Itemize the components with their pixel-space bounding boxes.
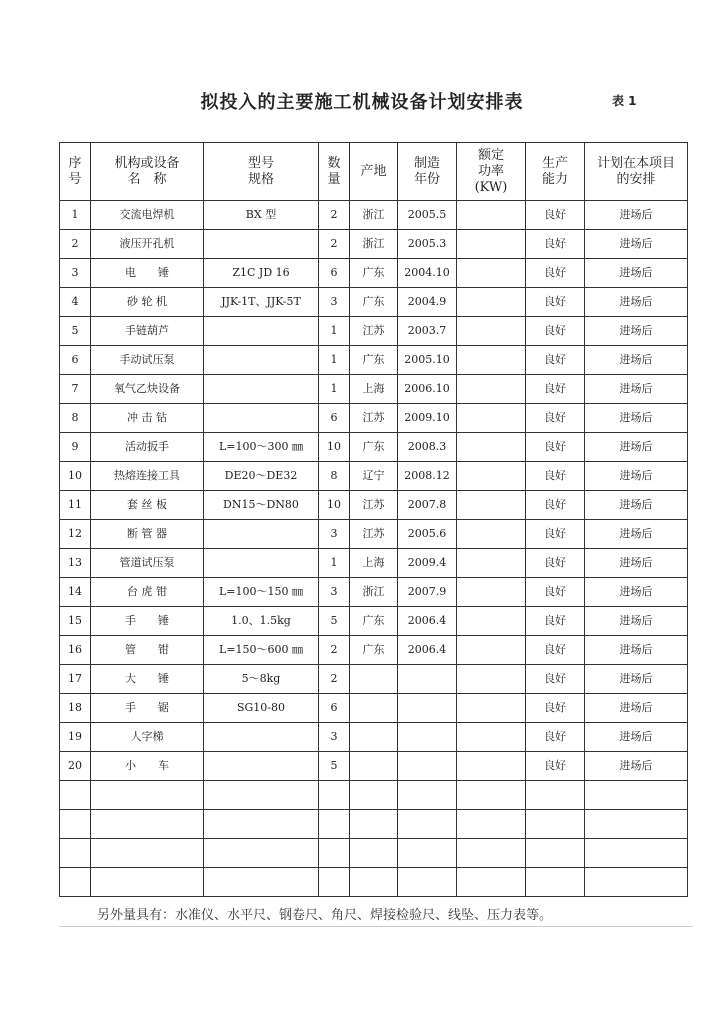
cell-model bbox=[204, 810, 319, 839]
table-row bbox=[60, 375, 688, 404]
cell-qty: 5 bbox=[319, 752, 350, 781]
cell-power bbox=[457, 201, 526, 230]
cell-year bbox=[398, 810, 457, 839]
cell-year: 2004.10 bbox=[398, 259, 457, 288]
cell-year: 2006.10 bbox=[398, 375, 457, 404]
cell-qty: 3 bbox=[319, 520, 350, 549]
cell-qty: 5 bbox=[319, 607, 350, 636]
table-row bbox=[60, 607, 688, 636]
cell-model: 1.0、1.5kg bbox=[204, 607, 319, 636]
cell-origin bbox=[350, 868, 398, 897]
cell-origin bbox=[350, 723, 398, 752]
cell-power bbox=[457, 433, 526, 462]
cell-capacity: 良好 bbox=[526, 462, 585, 491]
cell-origin: 上海 bbox=[350, 375, 398, 404]
table-row bbox=[60, 491, 688, 520]
cell-capacity: 良好 bbox=[526, 346, 585, 375]
cell-no: 19 bbox=[60, 723, 91, 752]
cell-no: 17 bbox=[60, 665, 91, 694]
cell-plan: 进场后 bbox=[585, 317, 688, 346]
cell-qty: 8 bbox=[319, 462, 350, 491]
table-row bbox=[60, 723, 688, 752]
cell-origin: 浙江 bbox=[350, 230, 398, 259]
cell-qty bbox=[319, 839, 350, 868]
cell-plan bbox=[585, 839, 688, 868]
cell-model bbox=[204, 868, 319, 897]
header-qty: 数 量 bbox=[319, 143, 350, 201]
cell-name: 断 管 器 bbox=[91, 520, 204, 549]
cell-name: 手 锯 bbox=[91, 694, 204, 723]
cell-year: 2008.3 bbox=[398, 433, 457, 462]
cell-year: 2005.10 bbox=[398, 346, 457, 375]
cell-no: 1 bbox=[60, 201, 91, 230]
cell-model: L=100～300 ㎜ bbox=[204, 433, 319, 462]
cell-power bbox=[457, 607, 526, 636]
header-plan: 计划在本项目 的安排 bbox=[585, 143, 688, 201]
cell-year: 2007.9 bbox=[398, 578, 457, 607]
header-name: 机构或设备 名 称 bbox=[91, 143, 204, 201]
footer-note: 另外量具有：水准仪、水平尺、钢卷尺、角尺、焊接检验尺、线坠、压力表等。 bbox=[97, 908, 553, 923]
cell-no: 18 bbox=[60, 694, 91, 723]
table-row bbox=[60, 404, 688, 433]
cell-name: 手链葫芦 bbox=[91, 317, 204, 346]
cell-plan: 进场后 bbox=[585, 549, 688, 578]
cell-power bbox=[457, 752, 526, 781]
cell-power bbox=[457, 375, 526, 404]
cell-name: 手动试压泵 bbox=[91, 346, 204, 375]
cell-capacity: 良好 bbox=[526, 520, 585, 549]
cell-year bbox=[398, 694, 457, 723]
cell-name: 活动扳手 bbox=[91, 433, 204, 462]
header-model: 型号 规格 bbox=[204, 143, 319, 201]
cell-qty: 6 bbox=[319, 259, 350, 288]
cell-no bbox=[60, 868, 91, 897]
cell-plan: 进场后 bbox=[585, 694, 688, 723]
cell-power bbox=[457, 462, 526, 491]
cell-name: 交流电焊机 bbox=[91, 201, 204, 230]
cell-no: 11 bbox=[60, 491, 91, 520]
cell-origin: 广东 bbox=[350, 288, 398, 317]
cell-year: 2006.4 bbox=[398, 636, 457, 665]
cell-capacity: 良好 bbox=[526, 578, 585, 607]
cell-year: 2007.8 bbox=[398, 491, 457, 520]
cell-year bbox=[398, 665, 457, 694]
cell-qty: 6 bbox=[319, 694, 350, 723]
cell-origin: 江苏 bbox=[350, 317, 398, 346]
cell-origin bbox=[350, 752, 398, 781]
cell-model: L=100～150 ㎜ bbox=[204, 578, 319, 607]
cell-qty bbox=[319, 868, 350, 897]
cell-capacity bbox=[526, 839, 585, 868]
table-row bbox=[60, 520, 688, 549]
cell-no: 13 bbox=[60, 549, 91, 578]
table-row bbox=[60, 462, 688, 491]
cell-plan: 进场后 bbox=[585, 636, 688, 665]
cell-power bbox=[457, 868, 526, 897]
cell-plan: 进场后 bbox=[585, 433, 688, 462]
cell-capacity: 良好 bbox=[526, 636, 585, 665]
cell-no: 4 bbox=[60, 288, 91, 317]
cell-qty: 10 bbox=[319, 491, 350, 520]
cell-model bbox=[204, 520, 319, 549]
cell-plan: 进场后 bbox=[585, 607, 688, 636]
cell-qty: 3 bbox=[319, 578, 350, 607]
cell-origin: 广东 bbox=[350, 259, 398, 288]
cell-capacity bbox=[526, 781, 585, 810]
page-title: 拟投入的主要施工机械设备计划安排表 bbox=[200, 92, 524, 113]
cell-model bbox=[204, 781, 319, 810]
header-power: 额定 功率 (KW) bbox=[457, 143, 526, 201]
cell-no: 5 bbox=[60, 317, 91, 346]
cell-capacity: 良好 bbox=[526, 230, 585, 259]
cell-year bbox=[398, 781, 457, 810]
cell-capacity: 良好 bbox=[526, 317, 585, 346]
cell-power bbox=[457, 723, 526, 752]
cell-model: JJK-1T、JJK-5T bbox=[204, 288, 319, 317]
cell-power bbox=[457, 578, 526, 607]
table-row bbox=[60, 868, 688, 897]
cell-model bbox=[204, 839, 319, 868]
cell-no: 10 bbox=[60, 462, 91, 491]
cell-capacity: 良好 bbox=[526, 694, 585, 723]
table-row bbox=[60, 346, 688, 375]
cell-qty: 1 bbox=[319, 317, 350, 346]
cell-origin bbox=[350, 665, 398, 694]
cell-year bbox=[398, 752, 457, 781]
cell-year: 2005.3 bbox=[398, 230, 457, 259]
table-row bbox=[60, 230, 688, 259]
table-row bbox=[60, 288, 688, 317]
cell-model: DN15～DN80 bbox=[204, 491, 319, 520]
cell-name: 电 锤 bbox=[91, 259, 204, 288]
cell-power bbox=[457, 549, 526, 578]
cell-plan: 进场后 bbox=[585, 346, 688, 375]
cell-power bbox=[457, 346, 526, 375]
cell-plan: 进场后 bbox=[585, 491, 688, 520]
table-row bbox=[60, 810, 688, 839]
cell-name: 手 锤 bbox=[91, 607, 204, 636]
cell-capacity: 良好 bbox=[526, 433, 585, 462]
cell-name bbox=[91, 810, 204, 839]
cell-name bbox=[91, 839, 204, 868]
table-row bbox=[60, 549, 688, 578]
cell-capacity: 良好 bbox=[526, 288, 585, 317]
cell-power bbox=[457, 781, 526, 810]
cell-origin bbox=[350, 839, 398, 868]
table-row bbox=[60, 665, 688, 694]
cell-model bbox=[204, 317, 319, 346]
cell-origin: 辽宁 bbox=[350, 462, 398, 491]
cell-name: 人字梯 bbox=[91, 723, 204, 752]
cell-origin: 江苏 bbox=[350, 404, 398, 433]
cell-model: BX 型 bbox=[204, 201, 319, 230]
cell-plan: 进场后 bbox=[585, 201, 688, 230]
cell-plan: 进场后 bbox=[585, 462, 688, 491]
cell-capacity: 良好 bbox=[526, 723, 585, 752]
cell-capacity bbox=[526, 868, 585, 897]
cell-year: 2009.4 bbox=[398, 549, 457, 578]
cell-power bbox=[457, 491, 526, 520]
cell-plan bbox=[585, 868, 688, 897]
cell-plan: 进场后 bbox=[585, 723, 688, 752]
cell-year bbox=[398, 868, 457, 897]
cell-power bbox=[457, 259, 526, 288]
cell-qty: 1 bbox=[319, 549, 350, 578]
cell-plan: 进场后 bbox=[585, 375, 688, 404]
cell-year: 2003.7 bbox=[398, 317, 457, 346]
cell-name bbox=[91, 781, 204, 810]
cell-name: 套 丝 板 bbox=[91, 491, 204, 520]
cell-capacity: 良好 bbox=[526, 201, 585, 230]
cell-capacity: 良好 bbox=[526, 259, 585, 288]
cell-capacity: 良好 bbox=[526, 375, 585, 404]
cell-capacity: 良好 bbox=[526, 404, 585, 433]
cell-model bbox=[204, 549, 319, 578]
cell-origin: 江苏 bbox=[350, 520, 398, 549]
header-capacity: 生产 能力 bbox=[526, 143, 585, 201]
table-row bbox=[60, 636, 688, 665]
cell-model: SG10-80 bbox=[204, 694, 319, 723]
cell-name: 热熔连接工具 bbox=[91, 462, 204, 491]
cell-origin bbox=[350, 694, 398, 723]
cell-qty: 1 bbox=[319, 346, 350, 375]
cell-qty: 3 bbox=[319, 723, 350, 752]
cell-capacity: 良好 bbox=[526, 549, 585, 578]
cell-origin bbox=[350, 781, 398, 810]
cell-model bbox=[204, 404, 319, 433]
cell-origin: 浙江 bbox=[350, 578, 398, 607]
cell-power bbox=[457, 839, 526, 868]
cell-qty: 2 bbox=[319, 636, 350, 665]
table-row bbox=[60, 317, 688, 346]
divider bbox=[59, 926, 693, 927]
cell-plan: 进场后 bbox=[585, 230, 688, 259]
cell-power bbox=[457, 636, 526, 665]
cell-no: 7 bbox=[60, 375, 91, 404]
cell-year: 2009.10 bbox=[398, 404, 457, 433]
cell-capacity: 良好 bbox=[526, 665, 585, 694]
cell-capacity bbox=[526, 810, 585, 839]
cell-model bbox=[204, 230, 319, 259]
cell-power bbox=[457, 520, 526, 549]
cell-year bbox=[398, 723, 457, 752]
cell-origin: 广东 bbox=[350, 433, 398, 462]
cell-model: Z1C JD 16 bbox=[204, 259, 319, 288]
cell-origin: 广东 bbox=[350, 636, 398, 665]
cell-year: 2004.9 bbox=[398, 288, 457, 317]
equipment-table bbox=[59, 142, 688, 897]
cell-name: 台 虎 钳 bbox=[91, 578, 204, 607]
cell-model bbox=[204, 375, 319, 404]
table-row bbox=[60, 839, 688, 868]
cell-power bbox=[457, 665, 526, 694]
cell-power bbox=[457, 404, 526, 433]
cell-qty: 2 bbox=[319, 230, 350, 259]
cell-model bbox=[204, 346, 319, 375]
cell-no bbox=[60, 839, 91, 868]
cell-name: 大 锤 bbox=[91, 665, 204, 694]
cell-no: 14 bbox=[60, 578, 91, 607]
cell-power bbox=[457, 230, 526, 259]
table-row bbox=[60, 578, 688, 607]
table-row bbox=[60, 781, 688, 810]
cell-qty bbox=[319, 810, 350, 839]
cell-plan bbox=[585, 781, 688, 810]
cell-model: 5～8kg bbox=[204, 665, 319, 694]
cell-year bbox=[398, 839, 457, 868]
cell-origin: 广东 bbox=[350, 346, 398, 375]
cell-year: 2005.6 bbox=[398, 520, 457, 549]
cell-model: DE20～DE32 bbox=[204, 462, 319, 491]
cell-qty: 2 bbox=[319, 201, 350, 230]
header-no: 序 号 bbox=[60, 143, 91, 201]
cell-capacity: 良好 bbox=[526, 607, 585, 636]
cell-no: 12 bbox=[60, 520, 91, 549]
cell-qty: 3 bbox=[319, 288, 350, 317]
header-year: 制造 年份 bbox=[398, 143, 457, 201]
cell-plan: 进场后 bbox=[585, 665, 688, 694]
table-row bbox=[60, 752, 688, 781]
cell-model: L=150～600 ㎜ bbox=[204, 636, 319, 665]
cell-qty: 6 bbox=[319, 404, 350, 433]
cell-year: 2008.12 bbox=[398, 462, 457, 491]
table-row bbox=[60, 259, 688, 288]
cell-power bbox=[457, 288, 526, 317]
cell-no: 15 bbox=[60, 607, 91, 636]
cell-no: 16 bbox=[60, 636, 91, 665]
cell-qty: 2 bbox=[319, 665, 350, 694]
table-row bbox=[60, 694, 688, 723]
cell-plan: 进场后 bbox=[585, 752, 688, 781]
cell-plan: 进场后 bbox=[585, 520, 688, 549]
cell-name: 砂 轮 机 bbox=[91, 288, 204, 317]
cell-no: 20 bbox=[60, 752, 91, 781]
cell-no: 9 bbox=[60, 433, 91, 462]
cell-qty: 10 bbox=[319, 433, 350, 462]
cell-power bbox=[457, 810, 526, 839]
cell-origin: 江苏 bbox=[350, 491, 398, 520]
cell-name bbox=[91, 868, 204, 897]
cell-origin: 广东 bbox=[350, 607, 398, 636]
cell-plan: 进场后 bbox=[585, 259, 688, 288]
cell-no: 2 bbox=[60, 230, 91, 259]
cell-name: 管 钳 bbox=[91, 636, 204, 665]
cell-name: 小 车 bbox=[91, 752, 204, 781]
header-origin: 产地 bbox=[350, 143, 398, 201]
cell-no: 3 bbox=[60, 259, 91, 288]
cell-origin: 上海 bbox=[350, 549, 398, 578]
cell-capacity: 良好 bbox=[526, 752, 585, 781]
cell-no: 8 bbox=[60, 404, 91, 433]
cell-name: 液压开孔机 bbox=[91, 230, 204, 259]
cell-name: 冲 击 钻 bbox=[91, 404, 204, 433]
cell-year: 2005.5 bbox=[398, 201, 457, 230]
cell-name: 氧气乙炔设备 bbox=[91, 375, 204, 404]
cell-plan bbox=[585, 810, 688, 839]
cell-capacity: 良好 bbox=[526, 491, 585, 520]
cell-no: 6 bbox=[60, 346, 91, 375]
cell-plan: 进场后 bbox=[585, 404, 688, 433]
cell-plan: 进场后 bbox=[585, 578, 688, 607]
cell-model bbox=[204, 752, 319, 781]
cell-origin: 浙江 bbox=[350, 201, 398, 230]
cell-name: 管道试压泵 bbox=[91, 549, 204, 578]
table-row bbox=[60, 201, 688, 230]
cell-power bbox=[457, 317, 526, 346]
cell-power bbox=[457, 694, 526, 723]
cell-origin bbox=[350, 810, 398, 839]
cell-qty: 1 bbox=[319, 375, 350, 404]
cell-model bbox=[204, 723, 319, 752]
cell-year: 2006.4 bbox=[398, 607, 457, 636]
cell-no bbox=[60, 810, 91, 839]
table-header-row bbox=[60, 143, 688, 201]
table-body bbox=[60, 201, 688, 897]
cell-qty bbox=[319, 781, 350, 810]
table-row bbox=[60, 433, 688, 462]
table-number: 表 1 bbox=[612, 94, 637, 108]
cell-no bbox=[60, 781, 91, 810]
cell-plan: 进场后 bbox=[585, 288, 688, 317]
